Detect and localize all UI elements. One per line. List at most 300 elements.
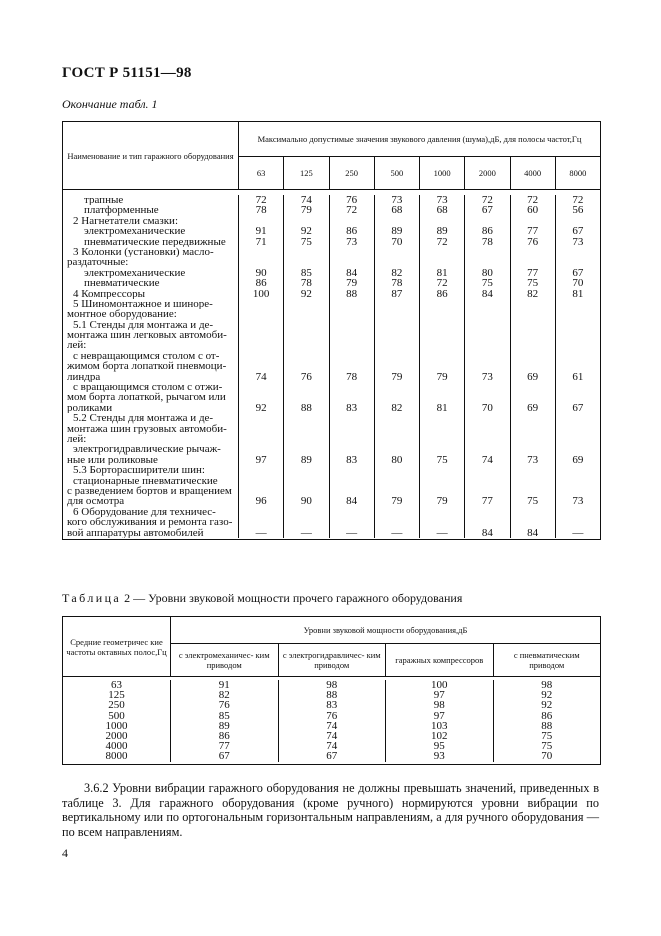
value-cell: [284, 320, 329, 330]
value-cell: 74: [239, 372, 284, 382]
frequency-value: 4000: [105, 740, 128, 753]
value-cell: [556, 507, 600, 517]
value-cell: 73: [420, 195, 465, 205]
value-cell: 74: [284, 195, 329, 205]
value-cell: [239, 434, 284, 444]
value-cell: [556, 351, 600, 361]
equipment-name: для осмотра: [67, 496, 125, 507]
table-row: [239, 257, 600, 267]
value-cell: 98: [386, 700, 494, 710]
value-cell: 79: [375, 496, 420, 506]
equipment-name: роликами: [67, 402, 113, 414]
value-cell: 74: [279, 731, 387, 741]
value-cell: [284, 309, 329, 319]
frequency-header: 4000: [511, 157, 556, 189]
value-cell: 61: [572, 370, 584, 383]
value-cell: 77: [171, 741, 279, 751]
value-cell: 89: [284, 455, 329, 465]
equipment-name: 6 Оборудование для техничес-: [73, 506, 216, 518]
table-row: [171, 700, 600, 710]
value-cell: [239, 465, 284, 475]
value-cell: [375, 247, 420, 257]
value-cell: [556, 247, 600, 257]
table-row: [171, 690, 600, 700]
value-cell: 92: [239, 403, 284, 413]
value-cell: [511, 413, 556, 423]
value-cell: 86: [330, 226, 375, 236]
value-cell: 72: [420, 237, 465, 247]
value-cell: [239, 247, 284, 257]
table-row: [239, 455, 600, 465]
value-cell: [284, 476, 329, 486]
frequency-cell: [63, 751, 170, 761]
value-cell: 86: [171, 731, 279, 741]
equipment-name: с невращающимся столом с от-: [73, 350, 220, 362]
value-cell: [511, 382, 556, 392]
value-cell: [465, 320, 510, 330]
equipment-name: линдра: [67, 371, 101, 383]
equipment-name: пневматические: [84, 278, 160, 289]
value-cell: 69: [511, 403, 556, 413]
table-row: [239, 351, 600, 361]
table-row: [239, 247, 600, 257]
frequency-value: 63: [111, 679, 122, 691]
table-row: [171, 680, 600, 690]
value-cell: 72: [572, 194, 584, 206]
value-cell: 88: [330, 289, 375, 299]
table-1-name-column-header: Наименование и тип гаражного оборудования: [63, 122, 239, 189]
table-row: [239, 403, 600, 413]
value-cell: 67: [572, 266, 584, 279]
equipment-name: электромеханические: [84, 267, 186, 279]
frequency-header: 63: [239, 157, 284, 189]
equipment-name: монтажа шин легковых автомоби-: [67, 330, 227, 341]
value-cell: [511, 320, 556, 330]
table-2-sub-headers: [171, 644, 600, 676]
value-cell: 56: [572, 204, 584, 217]
value-cell: 83: [279, 700, 387, 710]
equipment-name: трапные: [84, 195, 124, 206]
value-cell: 98: [541, 679, 553, 691]
value-cell: 102: [386, 731, 494, 741]
value-cell: 71: [239, 237, 284, 247]
equipment-name: электрогидравлические рычаж-: [73, 444, 221, 455]
value-cell: 96: [239, 496, 284, 506]
value-cell: —: [239, 528, 284, 538]
value-cell: [330, 413, 375, 423]
value-cell: [465, 330, 510, 340]
table-row: [239, 517, 600, 527]
equipment-name: раздаточные:: [67, 257, 129, 268]
value-cell: 77: [465, 496, 510, 506]
frequency-value: 8000: [105, 750, 128, 763]
value-cell: 67: [572, 401, 584, 414]
value-cell: 70: [541, 750, 553, 763]
value-cell: 73: [375, 195, 420, 205]
value-cell: 75: [420, 455, 465, 465]
table-row: [239, 330, 600, 340]
value-cell: [465, 465, 510, 475]
frequency-header: 8000: [569, 168, 587, 178]
page-number: 4: [62, 846, 68, 860]
table-row: [171, 711, 600, 721]
value-cell: 82: [375, 403, 420, 413]
table-row: [171, 751, 600, 761]
table-row: [239, 486, 600, 496]
value-cell: 67: [465, 205, 510, 215]
table-1: [62, 121, 601, 540]
table-1-values-columns: [239, 195, 600, 538]
table-row: [239, 289, 600, 299]
value-cell: 85: [171, 711, 279, 721]
frequency-value: 125: [108, 689, 125, 702]
value-cell: [556, 299, 600, 309]
value-cell: 73: [572, 495, 584, 508]
value-cell: [375, 424, 420, 434]
value-cell: 79: [284, 205, 329, 215]
equipment-name: 4 Компрессоры: [73, 288, 145, 299]
value-cell: [511, 465, 556, 475]
table-row: [239, 268, 600, 278]
value-cell: [375, 476, 420, 486]
value-cell: 86: [420, 289, 465, 299]
value-cell: 92: [284, 226, 329, 236]
value-cell: 92: [284, 289, 329, 299]
table-row: [239, 226, 600, 236]
value-cell: [420, 434, 465, 444]
equipment-name: 5.1 Стенды для монтажа и де-: [73, 319, 214, 331]
value-cell: 72: [511, 195, 556, 205]
value-cell: [420, 247, 465, 257]
value-cell: [239, 330, 284, 340]
value-cell: [465, 507, 510, 517]
table-2-caption: [62, 591, 462, 606]
value-cell: [556, 340, 600, 350]
drive-type-header: с электромеханичес- ким приводом: [171, 644, 279, 676]
table-2-values-columns: [171, 680, 600, 762]
frequency-header: 250: [330, 157, 375, 189]
frequency-value: 1000: [105, 719, 128, 732]
value-cell: [239, 320, 284, 330]
table-row: [171, 731, 600, 741]
value-cell: [375, 434, 420, 444]
table-2-frequency-column-header: Средние геометричес кие частоты октавных полос,Гц: [63, 617, 171, 676]
value-cell: 89: [375, 226, 420, 236]
equipment-name: стационарные пневматические: [73, 475, 218, 486]
value-cell: 75: [541, 729, 553, 742]
value-cell: 81: [420, 268, 465, 278]
value-cell: [330, 382, 375, 392]
table-2-body: [63, 677, 600, 764]
equipment-name: монтное оборудование:: [67, 309, 177, 320]
value-cell: [284, 413, 329, 423]
value-cell: —: [420, 528, 465, 538]
value-cell: [239, 309, 284, 319]
table-row: [239, 476, 600, 486]
value-cell: [375, 351, 420, 361]
table-row: [239, 320, 600, 330]
value-cell: [330, 434, 375, 444]
value-cell: 84: [511, 528, 556, 538]
value-cell: [465, 309, 510, 319]
value-cell: 70: [572, 277, 584, 290]
value-cell: 75: [541, 740, 553, 753]
value-cell: [465, 299, 510, 309]
value-cell: [511, 340, 556, 350]
value-cell: 74: [465, 455, 510, 465]
value-cell: 97: [239, 455, 284, 465]
value-cell: 68: [420, 205, 465, 215]
value-cell: 79: [330, 278, 375, 288]
table-row: [239, 507, 600, 517]
value-cell: 75: [511, 496, 556, 506]
value-cell: [420, 330, 465, 340]
value-cell: —: [375, 528, 420, 538]
value-cell: —: [284, 528, 329, 538]
table-1-header: [63, 122, 600, 190]
value-cell: [465, 424, 510, 434]
table-continuation-label: Окончание табл. 1: [62, 97, 158, 111]
frequency-header: 500: [375, 157, 420, 189]
value-cell: 97: [386, 711, 494, 721]
value-cell: 87: [375, 289, 420, 299]
value-cell: [239, 517, 284, 527]
value-cell: [511, 299, 556, 309]
value-cell: [420, 299, 465, 309]
value-cell: [556, 382, 600, 392]
frequency-value: 250: [108, 699, 125, 712]
value-cell: [420, 340, 465, 350]
value-cell: [420, 309, 465, 319]
value-cell: [511, 424, 556, 434]
value-cell: [375, 330, 420, 340]
value-cell: —: [330, 528, 375, 538]
value-cell: [556, 517, 600, 527]
value-cell: [330, 507, 375, 517]
table-row: [239, 299, 600, 309]
drive-type-header: с пневматическим приводом: [513, 650, 580, 670]
value-cell: [420, 413, 465, 423]
value-cell: 83: [330, 403, 375, 413]
frequency-value: 500: [108, 709, 125, 722]
value-cell: [330, 309, 375, 319]
value-cell: [375, 299, 420, 309]
value-cell: [556, 476, 600, 486]
value-cell: 97: [386, 690, 494, 700]
value-cell: 69: [511, 372, 556, 382]
table-1-names-column: [63, 195, 239, 538]
value-cell: [330, 340, 375, 350]
value-cell: 83: [330, 455, 375, 465]
table-row: [239, 382, 600, 392]
value-cell: [284, 434, 329, 444]
value-cell: [330, 476, 375, 486]
table-2-caption-word: Таблица: [62, 591, 122, 605]
value-cell: [330, 351, 375, 361]
value-cell: —: [572, 526, 584, 539]
section-3-6-2-paragraph: [62, 781, 599, 839]
value-cell: [511, 517, 556, 527]
value-cell: 95: [386, 741, 494, 751]
value-cell: 73: [511, 455, 556, 465]
value-cell: [375, 309, 420, 319]
value-cell: [556, 413, 600, 423]
value-cell: [239, 424, 284, 434]
table-row: [239, 392, 600, 402]
value-cell: [511, 507, 556, 517]
value-cell: 72: [420, 278, 465, 288]
equipment-name: 3 Колонки (установки) масло-: [73, 246, 214, 258]
value-cell: 90: [239, 268, 284, 278]
value-cell: 82: [511, 289, 556, 299]
equipment-name: 5.3 Борторасширители шин:: [73, 465, 205, 476]
table-row: [239, 465, 600, 475]
value-cell: [420, 382, 465, 392]
value-cell: [330, 517, 375, 527]
equipment-name: 5.2 Стенды для монтажа и де-: [73, 413, 214, 424]
table-1-body: [63, 190, 600, 539]
value-cell: [375, 340, 420, 350]
value-cell: 76: [284, 372, 329, 382]
value-cell: [375, 382, 420, 392]
table-row: [239, 434, 600, 444]
value-cell: [330, 320, 375, 330]
table-2: [62, 616, 601, 765]
value-cell: [420, 476, 465, 486]
value-cell: [284, 340, 329, 350]
table-2-header: [63, 617, 600, 677]
value-cell: [556, 424, 600, 434]
equipment-name: кого обслуживания и ремонта газо-: [67, 517, 233, 528]
value-cell: [330, 299, 375, 309]
value-cell: 91: [239, 226, 284, 236]
value-cell: [330, 330, 375, 340]
value-cell: 89: [171, 721, 279, 731]
equipment-name: монтажа шин грузовых автомоби-: [67, 423, 227, 434]
table-row: [239, 216, 600, 226]
value-cell: [556, 320, 600, 330]
value-cell: [375, 465, 420, 475]
table-2-caption-text: 2 — Уровни звуковой мощности прочего гаражного оборудования: [121, 591, 463, 605]
value-cell: 75: [511, 278, 556, 288]
value-cell: [420, 507, 465, 517]
value-cell: 69: [572, 453, 584, 466]
value-cell: [556, 434, 600, 444]
value-cell: 76: [511, 237, 556, 247]
value-cell: [284, 507, 329, 517]
value-cell: 72: [330, 205, 375, 215]
value-cell: [375, 320, 420, 330]
equipment-name: вой аппаратуры автомобилей: [67, 527, 204, 538]
table-row: [239, 278, 600, 288]
value-cell: 86: [465, 226, 510, 236]
value-cell: [284, 424, 329, 434]
value-cell: [284, 299, 329, 309]
table-row: [239, 372, 600, 382]
value-cell: [375, 413, 420, 423]
value-cell: 92: [541, 689, 553, 702]
value-cell: [556, 330, 600, 340]
table-row: [171, 741, 600, 751]
table-row: [239, 424, 600, 434]
value-cell: 80: [465, 268, 510, 278]
table-row: [239, 205, 600, 215]
value-cell: 76: [330, 195, 375, 205]
table-row: [239, 309, 600, 319]
value-cell: 70: [465, 403, 510, 413]
value-cell: [284, 247, 329, 257]
value-cell: 98: [279, 680, 387, 690]
value-cell: 78: [284, 278, 329, 288]
value-cell: 72: [465, 195, 510, 205]
value-cell: 75: [284, 237, 329, 247]
equipment-name: пневматические передвижные: [84, 236, 226, 247]
value-cell: 79: [375, 372, 420, 382]
value-cell: [465, 340, 510, 350]
value-cell: [420, 465, 465, 475]
table-row: [239, 237, 600, 247]
value-cell: [330, 424, 375, 434]
value-cell: 91: [171, 680, 279, 690]
equipment-name: с разведением бортов и вращением: [67, 485, 232, 497]
table-row: [239, 195, 600, 205]
value-cell: 73: [572, 235, 584, 248]
value-cell: [511, 330, 556, 340]
value-cell: 80: [375, 455, 420, 465]
value-cell: [511, 351, 556, 361]
equipment-name: 5 Шиномонтажное и шиноре-: [73, 298, 213, 310]
equipment-name: электромеханические: [84, 226, 186, 237]
value-cell: [239, 507, 284, 517]
value-cell: [556, 309, 600, 319]
value-cell: [465, 476, 510, 486]
value-cell: 92: [541, 699, 553, 712]
equipment-name: 2 Нагнетатели смазки:: [73, 215, 178, 227]
value-cell: [284, 330, 329, 340]
frequency-header: 2000: [465, 157, 510, 189]
value-cell: 78: [239, 205, 284, 215]
table-row: [239, 496, 600, 506]
paragraph-text: 3.6.2 Уровни вибрации гаражного оборудования не должны превышать значений, приведенных в таблице 3. Для гаражного оборудования (кроме ручного) нормируются уровни вибрации по вертикальному или по ортогональным горизонтальным направлениям, а для ручного оборудования — по всем направлениям.: [62, 781, 599, 839]
value-cell: 90: [284, 496, 329, 506]
value-cell: [239, 299, 284, 309]
value-cell: [330, 465, 375, 475]
value-cell: [420, 351, 465, 361]
table-1-frequency-headers: [239, 157, 600, 189]
value-cell: 74: [279, 721, 387, 731]
value-cell: 74: [279, 741, 387, 751]
value-cell: 79: [420, 496, 465, 506]
value-cell: [511, 476, 556, 486]
value-cell: 67: [572, 225, 584, 238]
value-cell: 78: [465, 237, 510, 247]
value-cell: [465, 247, 510, 257]
value-cell: [511, 434, 556, 444]
equipment-name: мом борта лопаткой, рычагом или: [67, 392, 226, 403]
value-cell: 73: [330, 237, 375, 247]
value-cell: [284, 465, 329, 475]
table-row: [239, 361, 600, 371]
value-cell: [375, 517, 420, 527]
value-cell: [420, 517, 465, 527]
equipment-name: лей:: [67, 340, 87, 351]
document-code: ГОСТ Р 51151—98: [62, 65, 192, 81]
value-cell: 70: [375, 237, 420, 247]
table-row: [239, 528, 600, 538]
value-cell: 72: [239, 195, 284, 205]
value-cell: 82: [375, 268, 420, 278]
value-cell: [511, 309, 556, 319]
